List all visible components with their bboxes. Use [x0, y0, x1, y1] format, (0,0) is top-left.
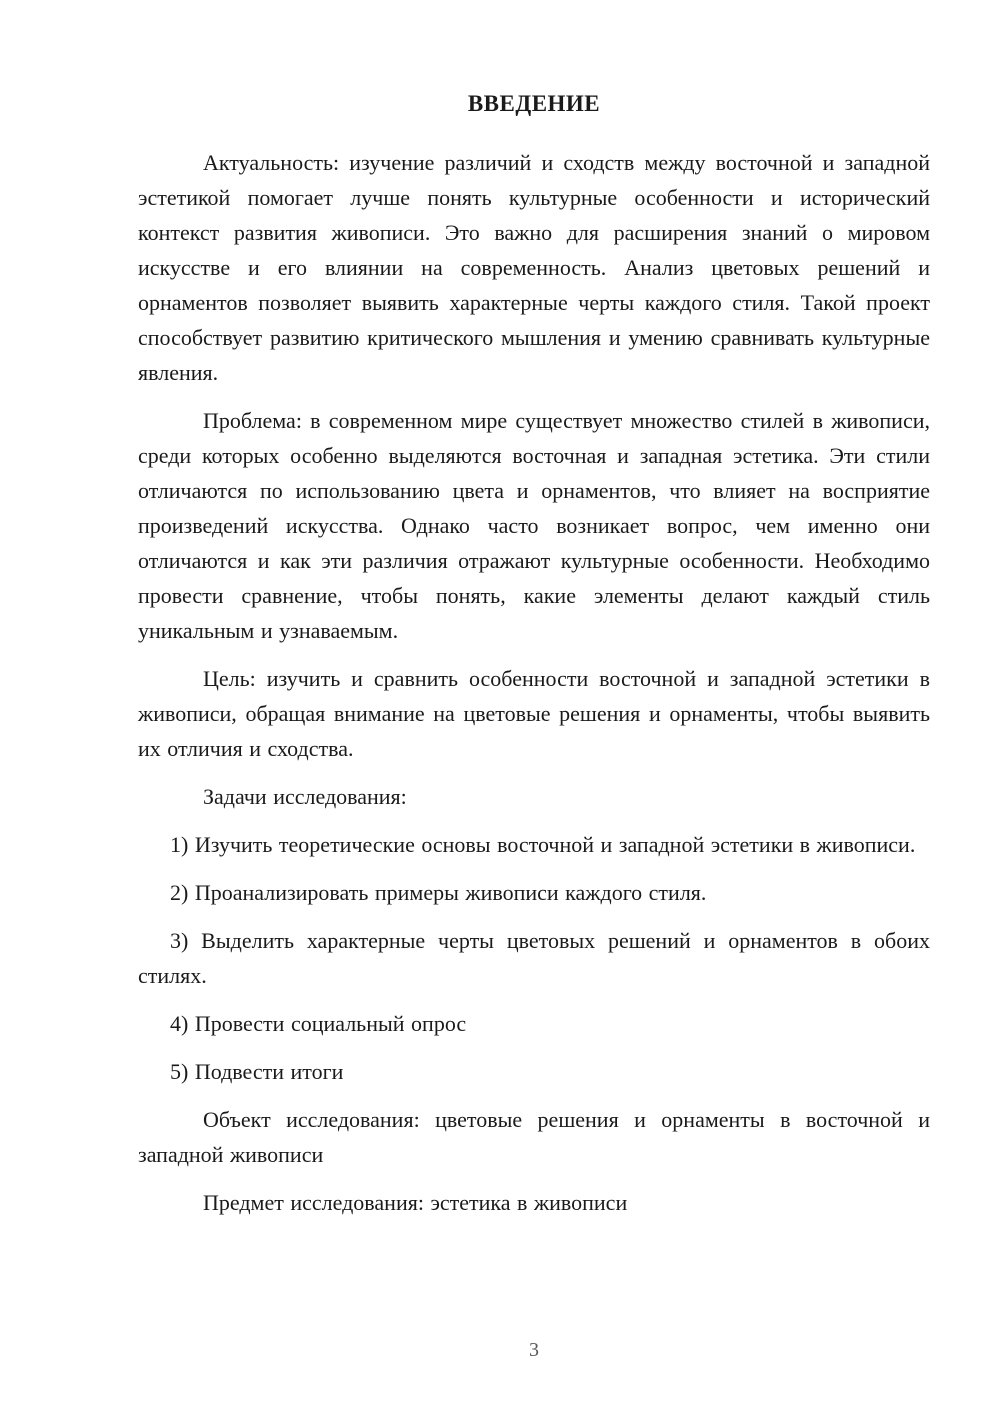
task-item-2: 2) Проанализировать примеры живописи каждого стиля.: [170, 880, 707, 905]
object-paragraph: Объект исследования: цветовые решения и орнаменты в восточной и западной живописи: [138, 1107, 930, 1167]
page-number: 3: [529, 1339, 539, 1361]
task-item-5: 5) Подвести итоги: [170, 1059, 344, 1084]
subject-paragraph: Предмет исследования: эстетика в живописи: [203, 1190, 628, 1215]
page-title: ВВЕДЕНИЕ: [467, 91, 601, 116]
task-item-4: 4) Провести социальный опрос: [170, 1011, 467, 1036]
paragraph-goal: Цель: изучить и сравнить особенности восточной и западной эстетики в живописи, обращая внимание на цветовые решения и орнаменты, чтобы выявить их отличия и сходства.: [138, 666, 930, 761]
tasks-heading: Задачи исследования:: [203, 784, 407, 809]
task-item-3: 3) Выделить характерные черты цветовых решений и орнаментов в обоих стилях.: [138, 928, 930, 988]
paragraph-problem: Проблема: в современном мире существует множество стилей в живописи, среди которых особенно выделяются восточная и западная эстетика. Эти стили отличаются по использованию цвета и орнаментов, что влияет на восприятие произведений искусства. Однако часто возникает вопрос, чем именно они отличаются и как эти различия отражают культурные особенности. Необходимо провести сравнение, чтобы понять, какие элементы делают каждый стиль уникальным и узнаваемым.: [138, 408, 930, 643]
paragraph-relevance: Актуальность: изучение различий и сходств между восточной и западной эстетикой помогает лучше понять культурные особенности и исторический контекст развития живописи. Это важно для расширения знаний о мировом искусстве и его влиянии на современность. Анализ цветовых решений и орнаментов позволяет выявить характерные черты каждого стиля. Такой проект способствует развитию критического мышления и умению сравнивать культурные явления.: [138, 150, 930, 385]
task-item-1: 1) Изучить теоретические основы восточной и западной эстетики в живописи.: [170, 832, 916, 857]
